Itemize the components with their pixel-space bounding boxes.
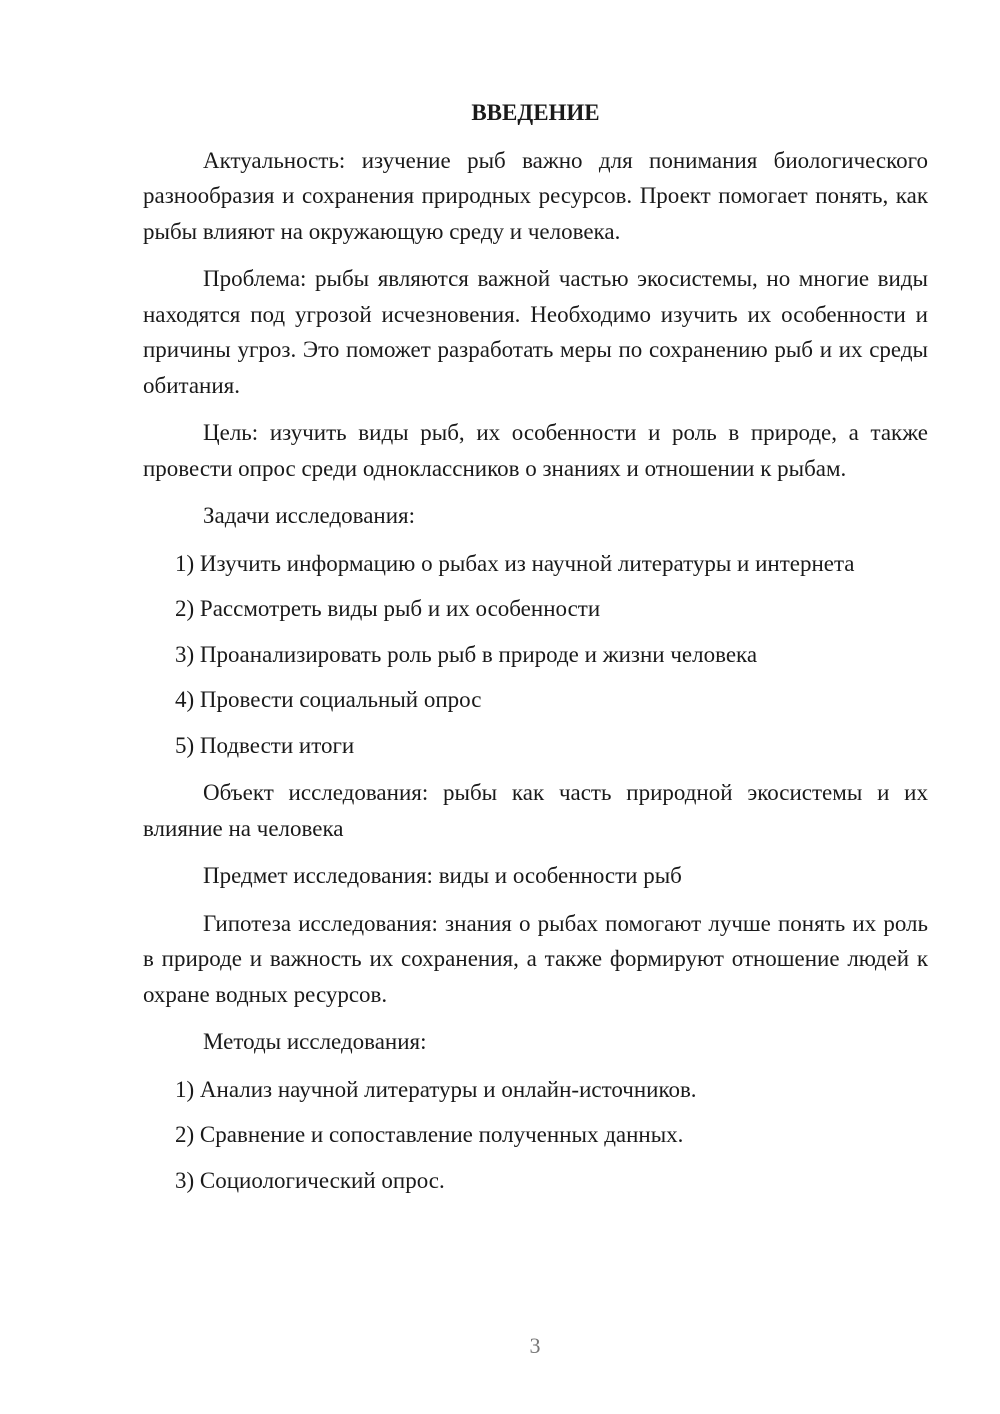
page-title: ВВЕДЕНИЕ xyxy=(471,100,600,125)
list-item: 5) Подвести итоги xyxy=(175,732,355,758)
list-item: 1) Анализ научной литературы и онлайн-источников. xyxy=(175,1076,697,1102)
paragraph-hypothesis: Гипотеза исследования: знания о рыбах помогают лучше понять их роль в природе и важность их сохранения, а также формируют отношение людей к охране водных ресурсов. xyxy=(143,910,928,1007)
methods-heading: Методы исследования: xyxy=(203,1029,427,1054)
page-number: 3 xyxy=(529,1333,541,1358)
list-item: 1) Изучить информацию о рыбах из научной литературы и интернета xyxy=(175,550,855,576)
list-item: 2) Сравнение и сопоставление полученных данных. xyxy=(175,1122,684,1147)
list-item: 2) Рассмотреть виды рыб и их особенности xyxy=(175,596,601,621)
page-content xyxy=(143,95,928,1210)
paragraph-relevance: Актуальность: изучение рыб важно для понимания биологического разнообразия и сохранения природных ресурсов. Проект помогает понять, как рыбы влияют на окружающую среду и человека. xyxy=(143,147,928,244)
list-item: 4) Провести социальный опрос xyxy=(175,687,482,712)
tasks-heading: Задачи исследования: xyxy=(203,503,416,528)
paragraph-goal: Цель: изучить виды рыб, их особенности и роль в природе, а также провести опрос среди одноклассников о знаниях и отношении к рыбам. xyxy=(143,420,928,481)
list-item: 3) Проанализировать роль рыб в природе и жизни человека xyxy=(175,641,758,667)
paragraph-subject: Предмет исследования: виды и особенности рыб xyxy=(203,863,682,888)
paragraph-problem: Проблема: рыбы являются важной частью экосистемы, но многие виды находятся под угрозой исчезновения. Необходимо изучить их особенности и причины угроз. Это поможет разработать меры по сохранению рыб и их среды обитания. xyxy=(143,266,928,398)
paragraph-object: Объект исследования: рыбы как часть природной экосистемы и их влияние на человека xyxy=(143,780,928,841)
tasks-list xyxy=(143,546,928,764)
list-item: 3) Социологический опрос. xyxy=(175,1167,445,1193)
methods-list xyxy=(143,1072,928,1199)
